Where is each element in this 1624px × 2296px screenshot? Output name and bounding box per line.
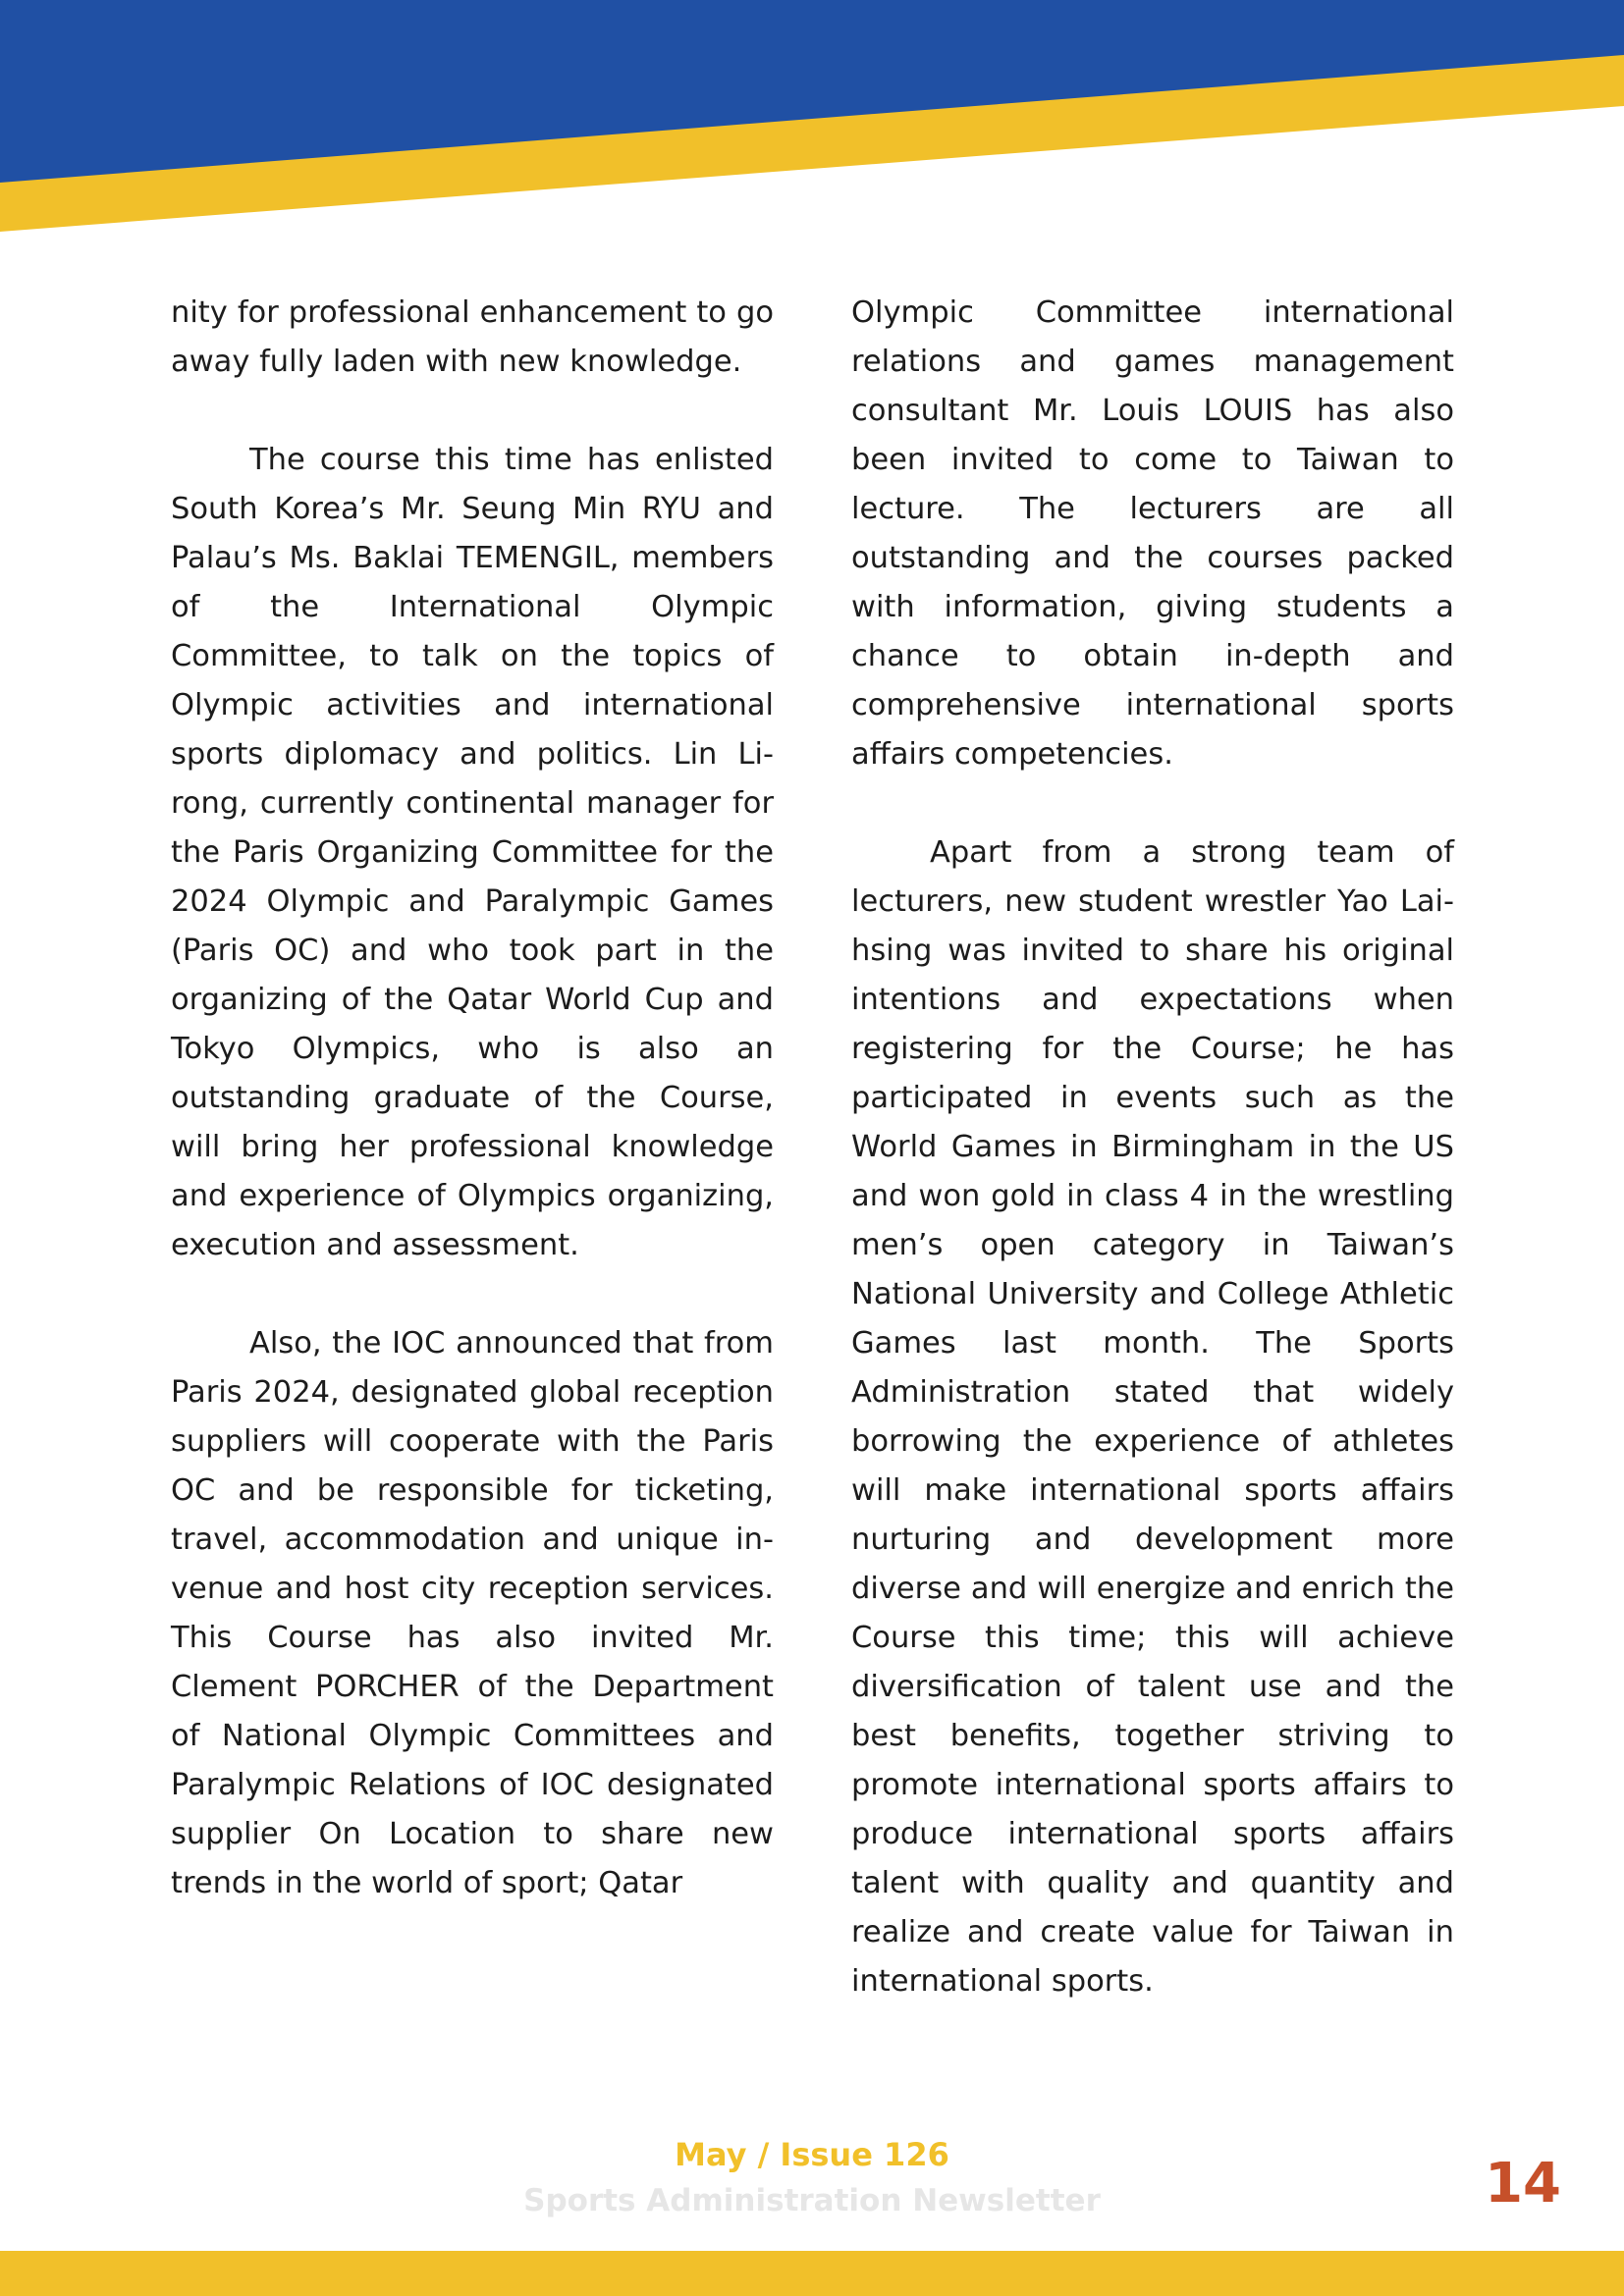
- page-number: 14: [1485, 2152, 1561, 2216]
- paragraph: Also, the IOC announced that from Paris 2024, designated global reception suppliers will cooperate with the Paris OC and be responsible for ticketing, travel, accommodation and unique in-venue and host city reception services. This Course has also invited Mr. Clement PORCHER of the Department of National Olympic Committees and Paralympic Relations of IOC designated supplier On Location to share new trends in the world of sport; Qatar: [171, 1326, 774, 1900]
- footer-yellow-bar: [0, 2251, 1624, 2296]
- article-column-right: [851, 289, 1454, 2056]
- paragraph: The course this time has enlisted South Korea’s Mr. Seung Min RYU and Palau’s Ms. Baklai TEMENGIL, members of the International Olympic Committee, to talk on the topics of Olympic activities and international sports diplomacy and politics. Lin Li-rong, currently continental manager for the Paris Organizing Committee for the 2024 Olympic and Paralympic Games (Paris OC) and who took part in the organizing of the Qatar World Cup and Tokyo Olympics, who is also an outstanding graduate of the Course, will bring her professional knowledge and experience of Olympics organizing, execution and assessment.: [171, 443, 774, 1262]
- footer-publication-name: Sports Administration Newsletter: [523, 2183, 1101, 2218]
- paragraph: Apart from a strong team of lecturers, new student wrestler Yao Lai-hsing was invited to share his original intentions and expectations when registering for the Course; he has participated in events such as the World Games in Birmingham in the US and won gold in class 4 in the wrestling men’s open category in Taiwan’s National University and College Athletic Games last month. The Sports Administration stated that widely borrowing the experience of athletes will make international sports affairs nurturing and development more diverse and will energize and enrich the Course this time; this will achieve diversification of talent use and the best benefits, together striving to promote international sports affairs to produce international sports affairs talent with quality and quantity and realize and create value for Taiwan in international sports.: [851, 835, 1454, 1999]
- paragraph: Olympic Committee international relations and games management consultant Mr. Louis LOUIS has also been invited to come to Taiwan to lecture. The lecturers are all outstanding and the courses packed with information, giving students a chance to obtain in-depth and comprehensive international sports affairs competencies.: [851, 295, 1454, 772]
- header-banner: [0, 0, 1624, 236]
- article-column-left: [171, 289, 774, 1957]
- paragraph: nity for professional enhancement to go away fully laden with new knowledge.: [171, 295, 774, 379]
- footer-issue: May / Issue 126: [675, 2136, 949, 2173]
